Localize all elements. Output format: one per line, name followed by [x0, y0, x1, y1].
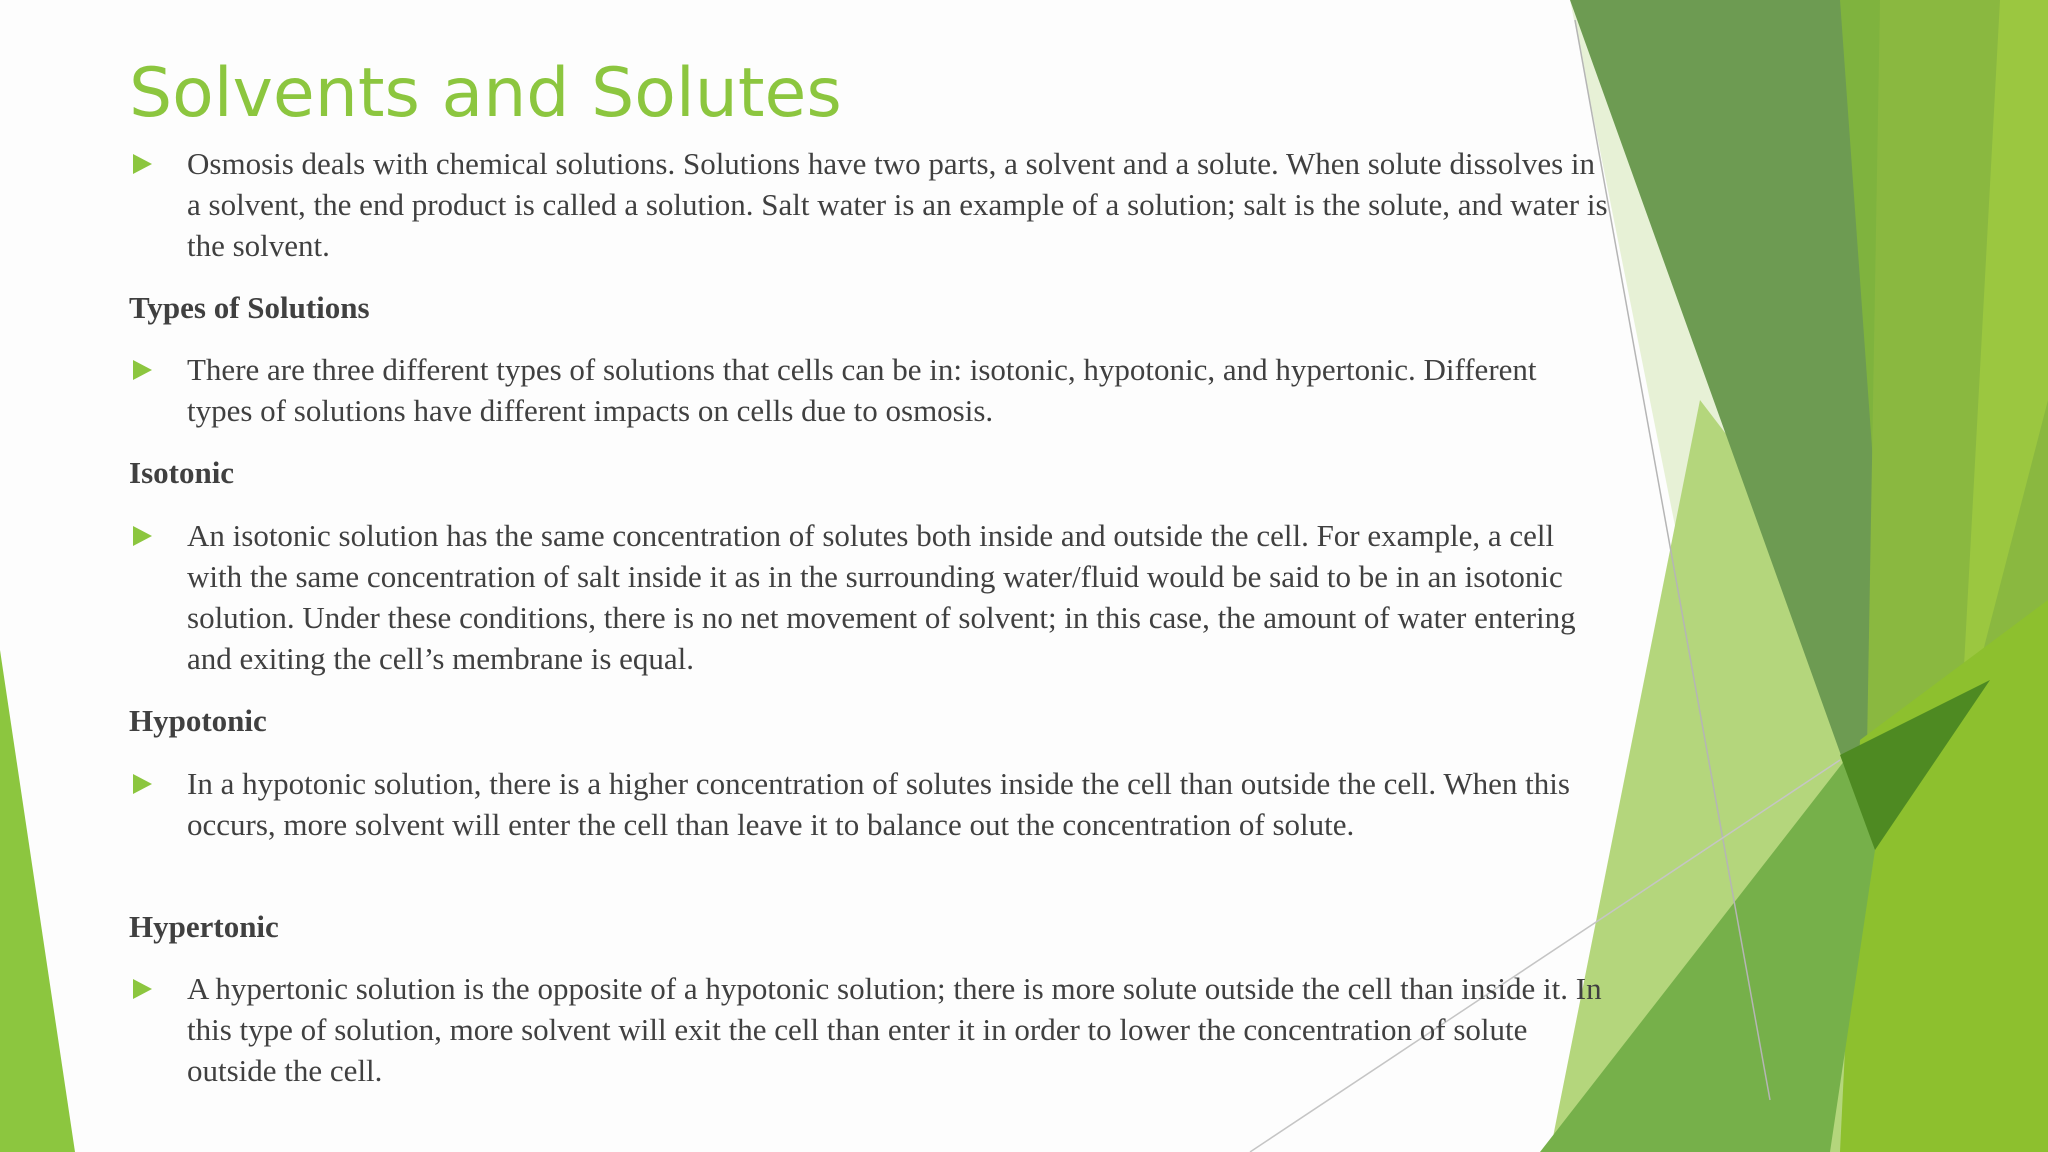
heading-isotonic: Isotonic	[129, 455, 235, 490]
bullet-arrow-icon	[133, 979, 152, 999]
heading-types-of-solutions: Types of Solutions	[129, 290, 370, 325]
bullet-arrow-icon	[133, 526, 152, 546]
bullet-arrow-icon	[133, 360, 152, 380]
bullet-arrow-icon	[133, 154, 152, 174]
bullet-text: An isotonic solution has the same concentration of solutes both inside and outside the cell. For example, a cell with the same concentration of salt inside it as in the surrounding water/fluid would be said to be in an isotonic solution. Under these conditions, there is no net movement of solvent; in this case, the amount of water entering and exiting the cell’s membrane is equal.	[187, 518, 1576, 676]
slide-title: Solvents and Solutes	[129, 54, 842, 133]
bullet-arrow-icon	[133, 774, 152, 794]
heading-hypertonic: Hypertonic	[129, 909, 279, 944]
bullet-text: A hypertonic solution is the opposite of a hypotonic solution; there is more solute outside the cell than inside it. In this type of solution, more solvent will exit the cell than enter it in order to lower the concentration of solute outside the cell.	[187, 971, 1602, 1088]
bullet-hypertonic	[129, 968, 1609, 1091]
bullet-isotonic	[129, 515, 1609, 679]
bullet-hypotonic	[129, 763, 1609, 845]
bullet-text: Osmosis deals with chemical solutions. Solutions have two parts, a solvent and a solute. When solute dissolves in a solvent, the end product is called a solution. Salt water is an example of a solution; salt is the solute, and water is the solvent.	[187, 146, 1608, 263]
bullet-text: In a hypotonic solution, there is a higher concentration of solutes inside the cell than outside the cell. When this occurs, more solvent will enter the cell than leave it to balance out the concentration of solute.	[187, 766, 1570, 842]
bullet-text: There are three different types of solutions that cells can be in: isotonic, hypotonic, and hypertonic. Different types of solutions have different impacts on cells due to osmosis.	[187, 352, 1537, 428]
heading-hypotonic: Hypotonic	[129, 703, 267, 738]
bullet-solution-types	[129, 349, 1609, 431]
bullet-solutions-intro	[129, 143, 1609, 266]
